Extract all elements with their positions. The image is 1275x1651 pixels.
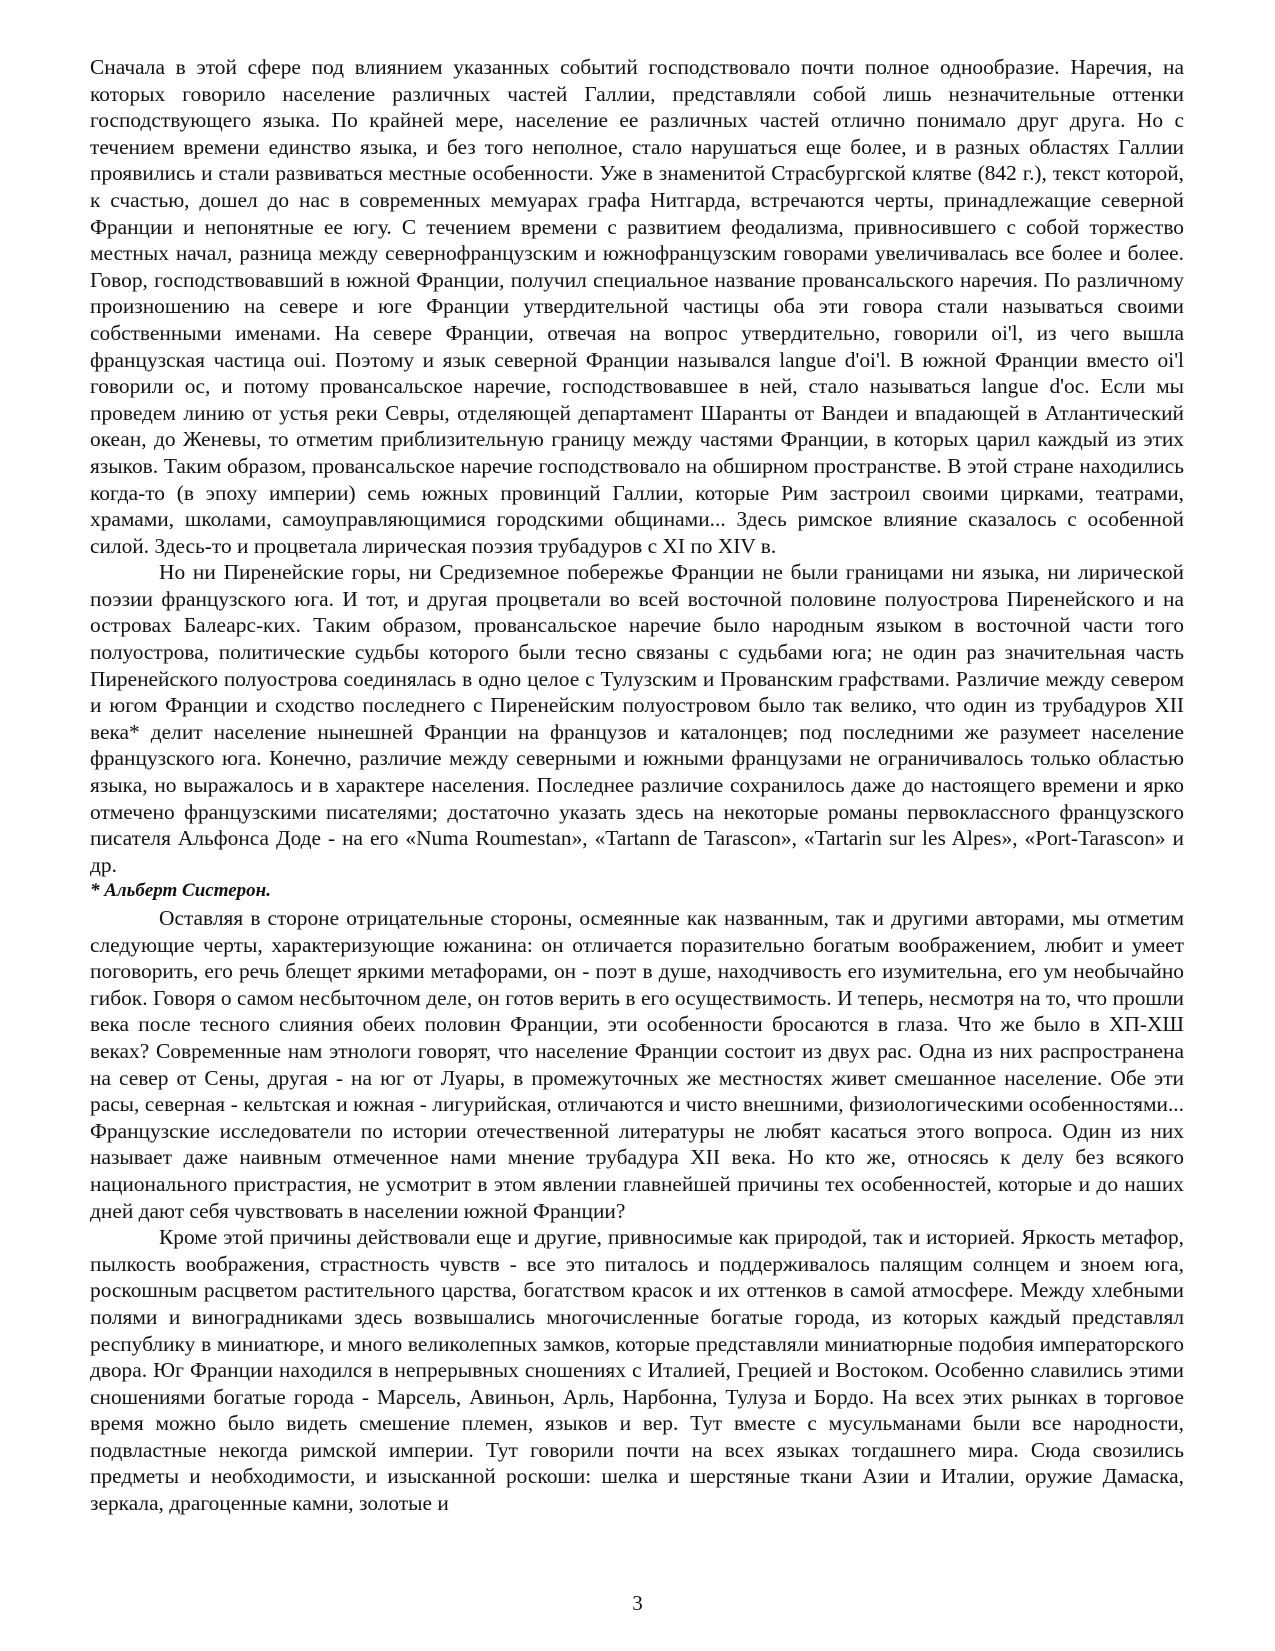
paragraph-1: Сначала в этой сфере под влиянием указанных событий господствовало почти полное однообразие. Наречия, на которых говорило население различных частей Галлии, представляли собой лишь незначительные оттенки господствующего языка. По крайней мере, население ее различных частей отлично понимало друг друга. Но с течением времени единство языка, и без того неполное, стало нарушаться еще более, и в разных областях Галлии проявились и стали развиваться местные особенности. Уже в знаменитой Страсбургской клятве (842 г.), текст которой, к счастью, дошел до нас в современных мемуарах графа Нитгарда, встречаются черты, принадлежащие северной Франции и непонятные ее югу. С течением времени с развитием феодализма, привносившего с собой торжество местных начал, разница между севернофранцузским и южнофранцузским говорами увеличивалась все более и более. Говор, господствовавший в южной Франции, получил специальное название провансальского наречия. По различному произношению на севере и юге Франции утвердительной частицы оба эти говора стали называться своими собственными именами. На севере Франции, отвечая на вопрос утвердительно, говорили oi'l, из чего вышла французская частица oui. Поэтому и язык северной Франции назывался langue d'oi'l. В южной Франции вместо oi'l говорили oc, и потому провансальское наречие, господствовавшее в ней, стало называться langue d'oc. Если мы проведем линию от устья реки Севры, отделяющей департамент Шаранты от Вандеи и впадающей в Атлантический океан, до Женевы, то отметим приблизительную границу между частями Франции, в которых царил каждый из этих языков. Таким образом, провансальское наречие господствовало на обширном пространстве. В этой стране находились когда-то (в эпоху империи) семь южных провинций Галлии, которые Рим застроил своими цирками, театрами, храмами, школами, самоуправляющимися городскими общинами... Здесь римское влияние сказалось с особенной силой. Здесь-то и процветала лирическая поэзия трубадуров с XI по XIV в. — [90, 55, 1184, 558]
page-number: 3 — [632, 1591, 643, 1615]
paragraph-3: Оставляя в стороне отрицательные стороны, осмеянные как названным, так и другими авторами, мы отметим следующие черты, характеризующие южанина: он отличается поразительно богатым воображением, любит и умеет поговорить, его речь блещет яркими метафорами, он - поэт в душе, находчивость его изумительна, его ум необычайно гибок. Говоря о самом несбыточном деле, он готов верить в его осуществимость. И теперь, несмотря на то, что прошли века после тесного слияния обеих половин Франции, эти особенности бросаются в глаза. Что же было в ХП-ХШ веках? Современные нам этнологи говорят, что население Франции состоит из двух рас. Одна из них распространена на север от Сены, другая - на юг от Луары, в промежуточных же местностях живет смешанное население. Обе эти расы, северная - кельтская и южная - лигурийская, отличаются и чисто внешними, физиологическими особенностями... Французские исследователи по истории отечественной литературы не любят касаться этого вопроса. Один из них называет даже наивным отмеченное нами мнение трубадура XII века. Но кто же, относясь к делу без всякого национального пристрастия, не усмотрит в этом явлении главнейшей причины тех особенностей, которые и до наших дней дают себя чувствовать в населении южной Франции? — [90, 906, 1184, 1223]
footnote: * Альберт Систерон. — [90, 880, 271, 902]
paragraph-2: Но ни Пиренейские горы, ни Средиземное побережье Франции не были границами ни языка, ни лирической поэзии французского юга. И тот, и другая процветали во всей восточной половине полуострова Пиренейского и на островах Балеарс-ких. Таким образом, провансальское наречие было народным языком в восточной части того полуострова, политические судьбы которого были тесно связаны с судьбами юга; не один раз значительная часть Пиренейского полуострова соединялась в одно целое с Тулузским и Прованским графствами. Различие между севером и югом Франции и сходство последнего с Пиренейским полуостровом было так велико, что один из трубадуров XII века* делит население нынешней Франции на французов и каталонцев; под последними же разумеет население французского юга. Конечно, различие между северными и южными французами не ограничивалось только областью языка, но выражалось и в характере населения. Последнее различие сохранилось даже до настоящего времени и ярко отмечено французскими писателями; достаточно указать здесь на некоторые романы первоклассного французского писателя Альфонса Доде - на его «Numa Roumestan», «Tartann de Tarascon», «Tartarin sur les Alpes», «Port-Tarascon» и др. — [90, 560, 1184, 877]
document-body — [90, 54, 1184, 1517]
paragraph-4: Кроме этой причины действовали еще и другие, привносимые как природой, так и историей. Яркость метафор, пылкость воображения, страстность чувств - все это питалось и поддерживалось палящим солнцем и зноем юга, роскошным расцветом растительного царства, богатством красок и их оттенков в самой атмосфере. Между хлебными полями и виноградниками здесь возвышались многочисленные богатые города, из которых каждый представлял республику в миниатюре, и много великолепных замков, которые представляли миниатюрные подобия императорского двора. Юг Франции находился в непрерывных сношениях с Италией, Грецией и Востоком. Особенно славились этими сношениями богатые города - Марсель, Авиньон, Арль, Нарбонна, Тулуза и Бордо. На всех этих рынках в торговое время можно было видеть смешение племен, языков и вер. Тут вместе с мусульманами были все народности, подвластные некогда римской империи. Тут говорили почти на всех языках тогдашнего мира. Сюда свозились предметы и необходимости, и изысканной роскоши: шелка и шерстяные ткани Азии и Италии, оружие Дамаска, зеркала, драгоценные камни, золотые и — [90, 1225, 1184, 1516]
